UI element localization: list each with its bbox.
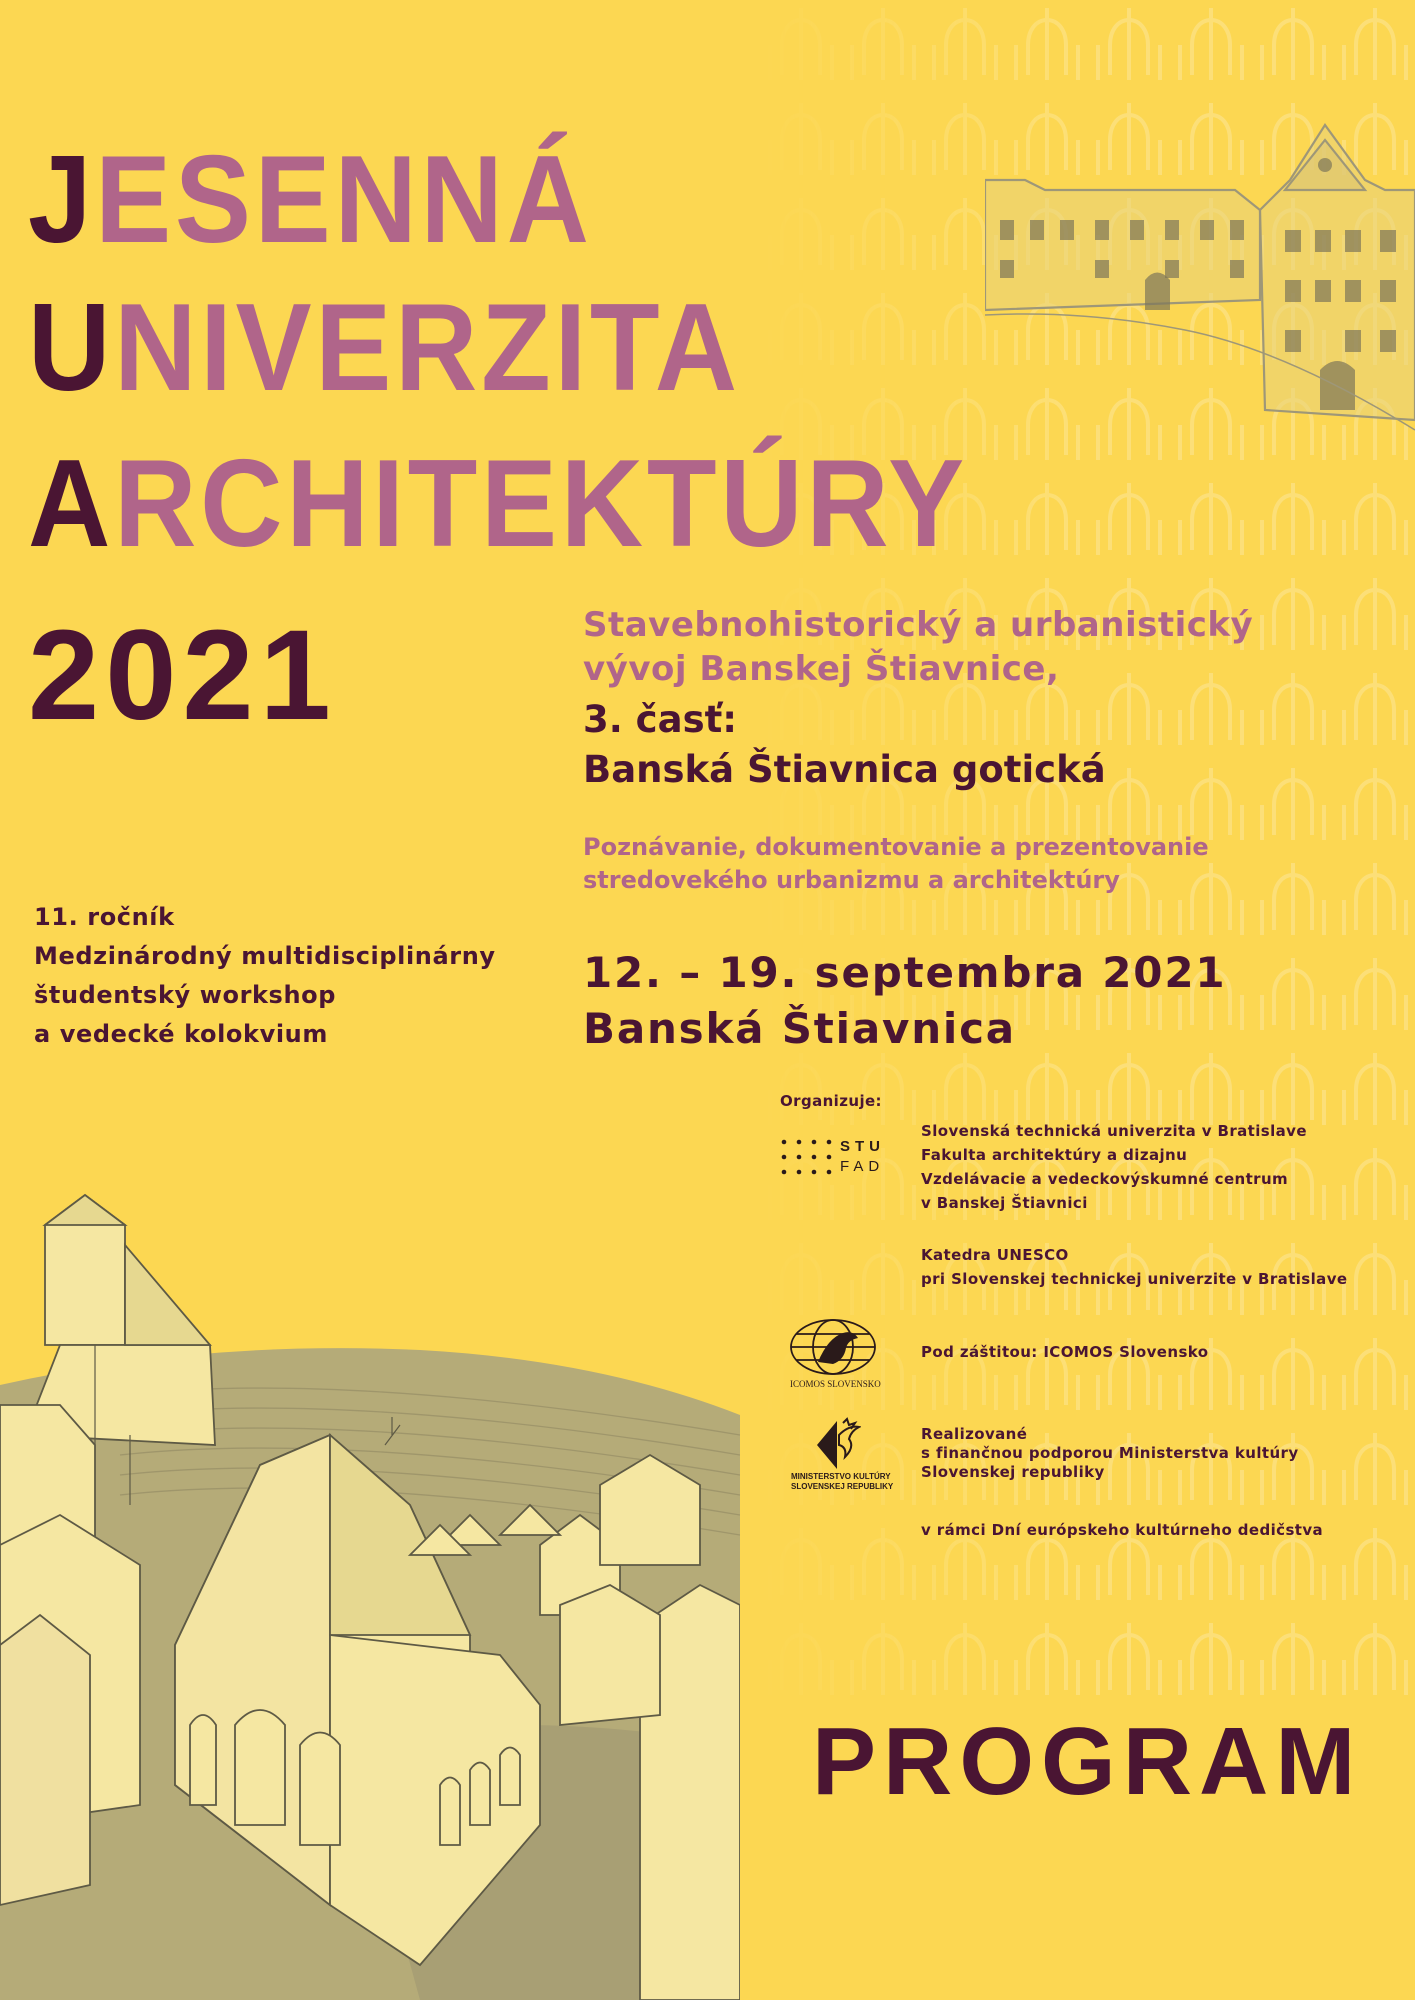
edition-number: 11. ročník	[34, 903, 175, 931]
title-initial-a: A	[28, 435, 115, 573]
organizer-line-3: Vzdelávacie a vedeckovýskumné centrum	[921, 1170, 1289, 1188]
subtitle-line-1: Stavebnohistorický a urbanistický	[583, 605, 1254, 645]
unesco-block	[921, 1243, 1347, 1291]
subtitle-block	[583, 603, 1253, 691]
funding-line-2: s finančnou podporou Ministerstva kultúry	[921, 1444, 1299, 1462]
edition-line-4: a vedecké kolokvium	[34, 1020, 328, 1048]
description-block	[583, 831, 1209, 897]
stu-dots-icon	[781, 1139, 833, 1177]
unesco-line-1: Katedra UNESCO	[921, 1246, 1069, 1264]
ministry-caption-line-1: MINISTERSTVO KULTÚRY	[791, 1472, 891, 1481]
patronage-text: Pod záštitou: ICOMOS Slovensko	[921, 1343, 1209, 1361]
edition-line-2: Medzinárodný multidisciplinárny	[34, 942, 496, 970]
edition-block	[34, 898, 496, 1054]
funding-line-3: Slovenskej republiky	[921, 1463, 1105, 1481]
description-line-2: stredovekého urbanizmu a architektúry	[583, 866, 1120, 894]
title-rest-2: NIVERZITA	[114, 279, 741, 417]
title-rest-3: RCHITEKTÚRY	[114, 435, 968, 573]
title-line-1	[28, 131, 593, 269]
ministry-caption	[791, 1472, 893, 1492]
event-dates: 12. – 19. septembra 2021	[583, 948, 1227, 997]
title-rest-1: ESENNÁ	[95, 131, 593, 269]
part-number: 3. časť:	[583, 698, 738, 741]
description-line-1: Poznávanie, dokumentovanie a prezentovanie	[583, 833, 1209, 861]
funding-line-1: Realizované	[921, 1425, 1028, 1443]
title-line-2	[28, 279, 741, 417]
funding-block	[921, 1425, 1299, 1482]
building-sketch-top	[985, 120, 1415, 440]
part-title: Banská Štiavnica gotická	[583, 748, 1106, 791]
subtitle-line-2: vývoj Banskej Štiavnice,	[583, 649, 1060, 689]
church-illustration	[0, 1185, 740, 2000]
stu-logo-text	[840, 1137, 885, 1177]
organizers-heading: Organizuje:	[780, 1092, 882, 1110]
icomos-globe-icon	[788, 1318, 878, 1376]
title-line-3	[28, 435, 968, 573]
ministry-logo-icon	[815, 1417, 861, 1469]
part-block	[583, 695, 1106, 795]
event-block	[583, 945, 1226, 1057]
ministry-caption-line-2: SLOVENSKEJ REPUBLIKY	[791, 1482, 894, 1491]
title-initial-u: U	[28, 279, 115, 417]
heritage-days-text: v rámci Dní európskeho kultúrneho dedičstva	[921, 1521, 1324, 1539]
organizer-line-1: Slovenská technická univerzita v Bratislave	[921, 1122, 1307, 1140]
event-place: Banská Štiavnica	[583, 1004, 1016, 1053]
program-label: PROGRAM	[812, 1708, 1363, 1815]
unesco-line-2: pri Slovenskej technickej univerzite v Bratislave	[921, 1270, 1348, 1288]
edition-line-3: študentský workshop	[34, 981, 337, 1009]
organizer-block	[921, 1119, 1307, 1215]
title-year: 2021	[28, 604, 337, 747]
organizer-line-2: Fakulta architektúry a dizajnu	[921, 1146, 1188, 1164]
title-initial-j: J	[28, 131, 96, 269]
stu-logo-line-2: FAD	[840, 1158, 885, 1175]
organizer-line-4: v Banskej Štiavnici	[921, 1194, 1088, 1212]
icomos-caption: ICOMOS SLOVENSKO	[790, 1379, 881, 1389]
stu-logo-line-1: STU	[840, 1138, 885, 1155]
